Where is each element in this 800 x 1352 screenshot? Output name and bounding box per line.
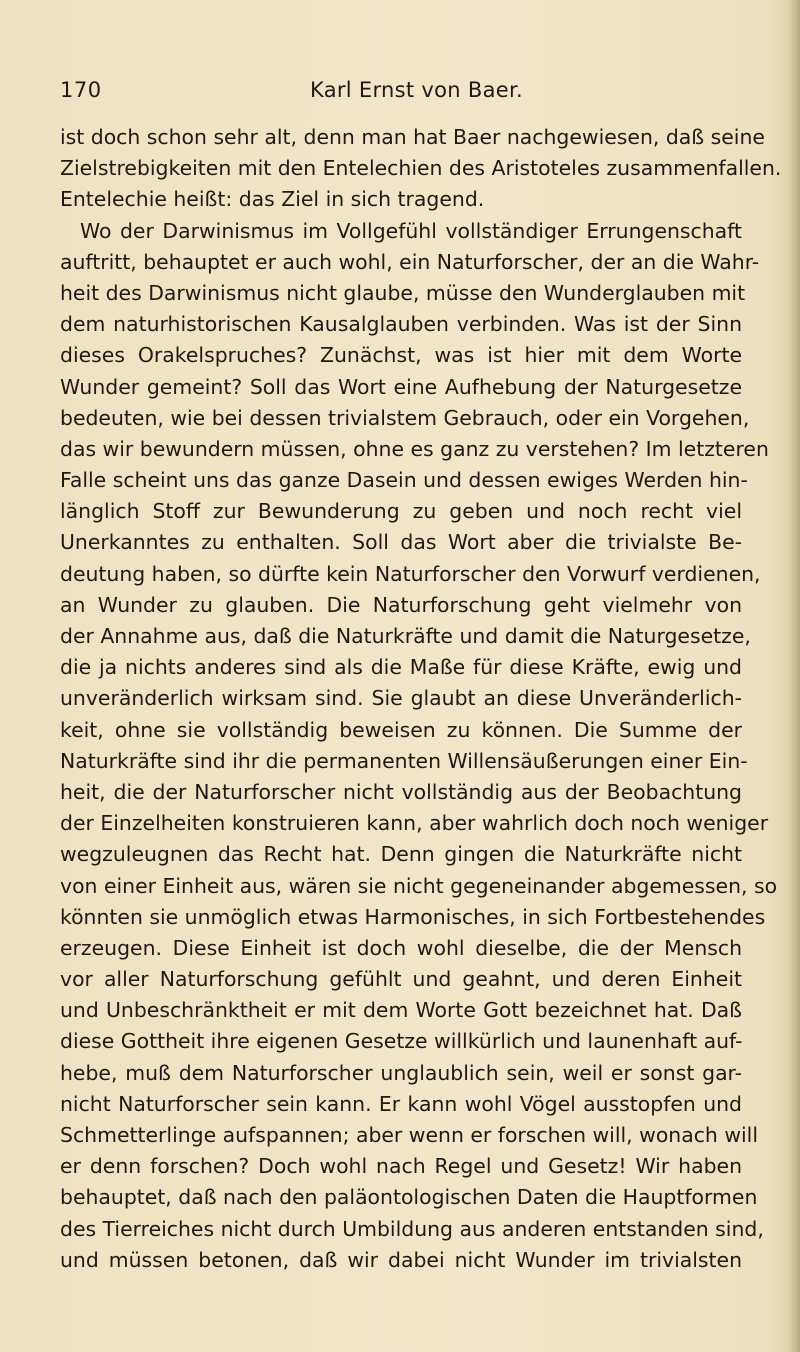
page-header <box>60 78 740 108</box>
text-line: keit, ohne sie vollständig beweisen zu können. Die Summe der <box>60 717 742 742</box>
text-line: Naturkräfte sind ihr die permanenten Willensäußerungen einer Ein- <box>60 748 748 773</box>
page-number: 170 <box>60 78 102 102</box>
text-line: das wir bewundern müssen, ohne es ganz zu verstehen? Im letzteren <box>60 436 769 461</box>
text-line: dem naturhistorischen Kausalglauben verbinden. Was ist der Sinn <box>60 312 742 337</box>
text-line: länglich Stoff zur Bewunderung zu geben und noch recht viel <box>60 499 742 524</box>
text-line: und müssen betonen, daß wir dabei nicht Wunder im trivialsten <box>60 1247 742 1272</box>
text-line: ist doch schon sehr alt, denn man hat Baer nachgewiesen, daß seine <box>60 125 765 149</box>
text-line: hebe, muß dem Naturforscher unglaublich sein, weil er sonst gar- <box>60 1060 742 1085</box>
text-line: auftritt, behauptet er auch wohl, ein Naturforscher, der an die Wahr- <box>60 249 760 274</box>
text-line: heit, die der Naturforscher nicht vollständig aus der Beobachtung <box>60 779 742 804</box>
text-line: und Unbeschränktheit er mit dem Worte Gott bezeichnet hat. Daß <box>60 998 742 1023</box>
text-line: nicht Naturforscher sein kann. Er kann wohl Vögel ausstopfen und <box>60 1091 742 1116</box>
text-line: Zielstrebigkeiten mit den Entelechien des Aristoteles zusammenfallen. <box>60 156 782 181</box>
body-text <box>60 122 782 1276</box>
text-line: deutung haben, so dürfte kein Naturforscher den Vorwurf verdienen, <box>60 561 761 586</box>
text-line: Schmetterlinge aufspannen; aber wenn er forschen will, wonach will <box>60 1123 759 1147</box>
text-line: vor aller Naturforschung gefühlt und geahnt, und deren Einheit <box>60 967 742 992</box>
text-line: des Tierreiches nicht durch Umbildung aus anderen entstanden sind, <box>60 1216 764 1241</box>
text-line: behauptet, daß nach den paläontologischen Daten die Hauptformen <box>60 1185 758 1210</box>
text-line: die ja nichts anderes sind als die Maße für diese Kräfte, ewig und <box>60 655 742 680</box>
text-line: heit des Darwinismus nicht glaube, müsse den Wunderglauben mit <box>60 280 746 305</box>
text-line: von einer Einheit aus, wären sie nicht gegeneinander abgemessen, so <box>60 873 778 898</box>
text-line: diese Gottheit ihre eigenen Gesetze willkürlich und launenhaft auf- <box>60 1029 743 1054</box>
running-head: Karl Ernst von Baer. <box>310 78 523 102</box>
text-line: Wo der Darwinismus im Vollgefühl vollständiger Errungenschaft <box>80 218 742 243</box>
text-line: der Annahme aus, daß die Naturkräfte und damit die Naturgesetze, <box>60 624 751 648</box>
text-line: bedeuten, wie bei dessen trivialstem Gebrauch, oder ein Vorgehen, <box>60 405 750 430</box>
text-line: dieses Orakelspruches? Zunächst, was ist hier mit dem Worte <box>60 343 742 368</box>
text-line: Unerkanntes zu enthalten. Soll das Wort aber die trivialste Be- <box>60 530 742 555</box>
text-line: Falle scheint uns das ganze Dasein und dessen ewiges Werden hin- <box>60 468 748 493</box>
text-line: der Einzelheiten konstruieren kann, aber wahrlich doch noch weniger <box>60 811 769 836</box>
text-line: wegzuleugnen das Recht hat. Denn gingen die Naturkräfte nicht <box>60 842 742 867</box>
text-line: er denn forschen? Doch wohl nach Regel und Gesetz! Wir haben <box>60 1154 742 1179</box>
text-line: könnten sie unmöglich etwas Harmonisches, in sich Fortbestehendes <box>60 904 766 929</box>
text-line: Wunder gemeint? Soll das Wort eine Aufhebung der Naturgesetze <box>60 374 742 399</box>
text-line: an Wunder zu glauben. Die Naturforschung geht vielmehr von <box>60 592 742 617</box>
text-line: unveränderlich wirksam sind. Sie glaubt an diese Unveränderlich- <box>60 686 742 711</box>
text-line: erzeugen. Diese Einheit ist doch wohl dieselbe, die der Mensch <box>60 935 742 960</box>
page-edge-shadow <box>786 0 800 1352</box>
text-line: Entelechie heißt: das Ziel in sich tragend. <box>60 187 485 212</box>
